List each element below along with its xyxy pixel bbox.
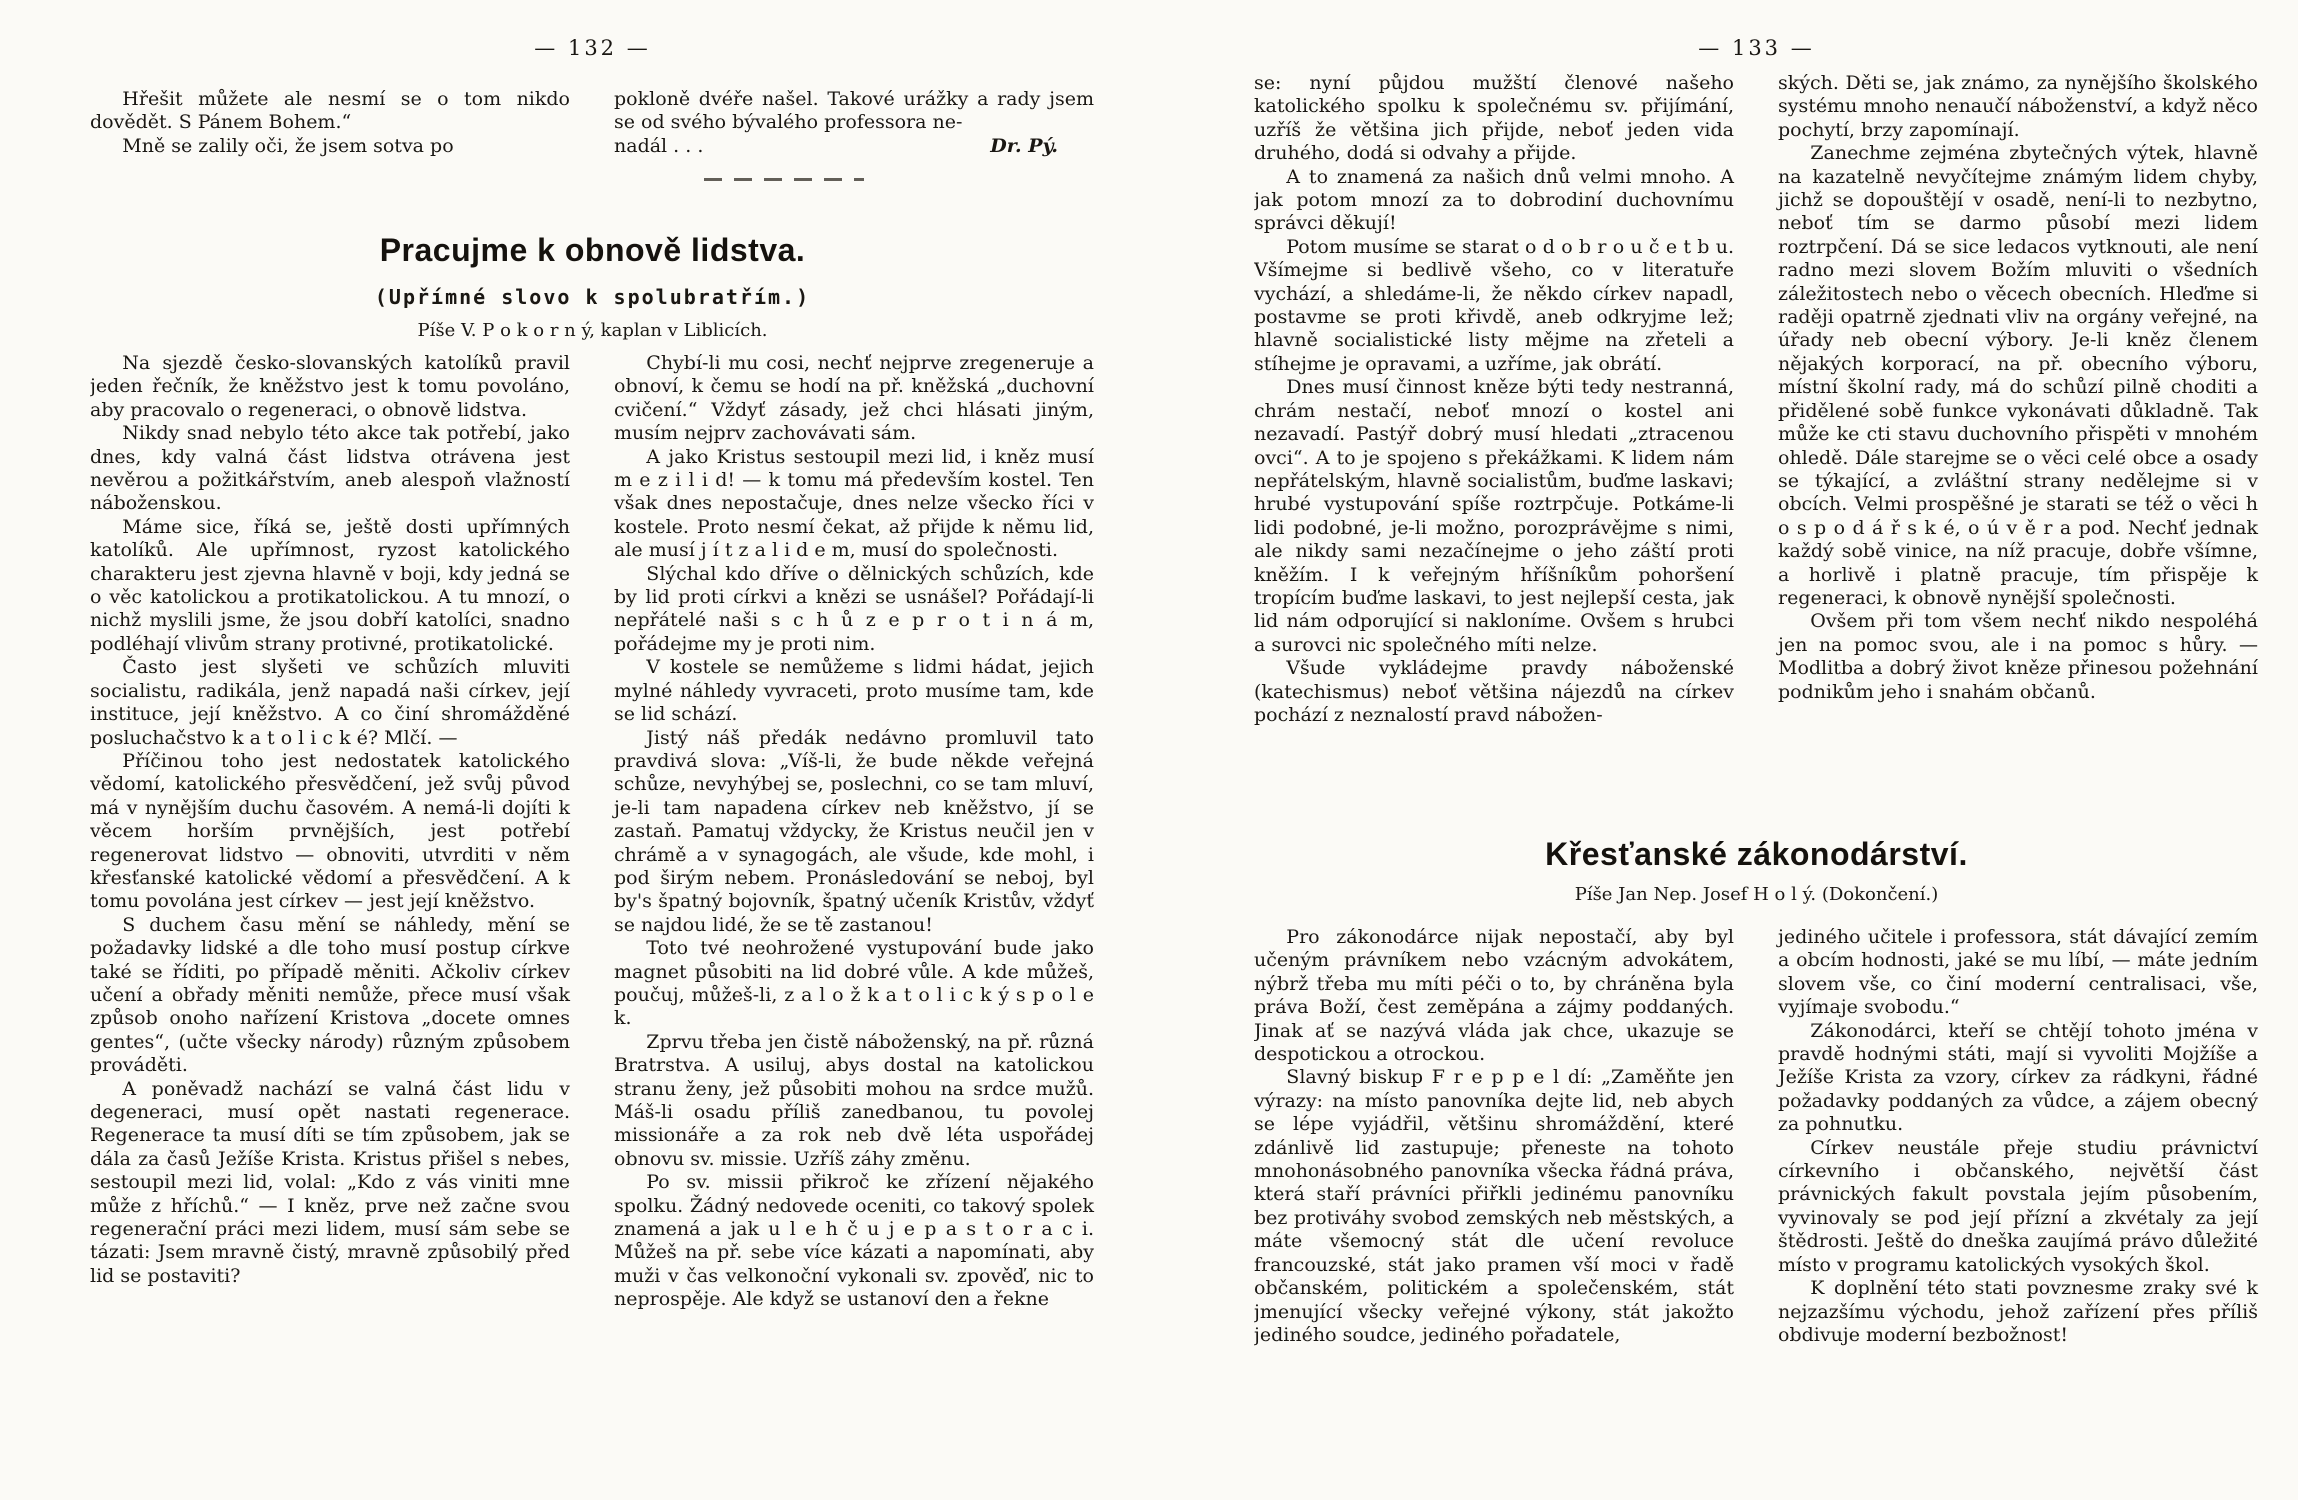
paragraph: Po sv. missii přikroč ke zřízení nějakého spolku. Žádný nedovede oceniti, co takový spolek znamená a jak u l e h č u j e p a s t o r a c i. Můžeš na př. sebe více kázati a napomínati, aby muži v čas velkonoční vykonali sv. zpověď, nic to neprospěje. Ale když se ustanoví den a řekne — [614, 1171, 1094, 1311]
paragraph: Zprvu třeba jen čistě náboženský, na př. různá Bratrstva. A usiluj, abys dostal na katolickou stranu ženy, jež působiti mohou na srdce mužů. Máš-li osadu příliš zanedbanou, tu povolej missionáře a za rok neb dvě léta uspořádej obnovu sv. missie. Uzříš záhy změnu. — [614, 1030, 1094, 1170]
paragraph: S duchem času mění se náhledy, mění se požadavky lidské a dle toho musí postup církve také se říditi, po případě měniti. Ačkoliv církev učení a obřady měniti nemůže, přece musí však způsob onoho nařízení Kristova „docete omnes gentes“, (učte všecky národy) různým způsobem prováděti. — [90, 913, 570, 1077]
article-body — [1254, 926, 2259, 1492]
paragraph: Dnes musí činnost kněze býti tedy nestranná, chrám nestačí, neboť mnozí o kostel ani nezavadí. Pastýř dobrý musí hledati „ztracenou ovci“. A to je spojeno s překážkami. K lidem nám nepřátelským, hlavně socialistům, buďme laskavi; hrubé vystupování spíše roztrpčuje. Potkáme-li lidi podobné, je-li možno, porozprávějme s nimi, ale nikdy sami nezačínejme o jeho záští proti kněžím. I k veřejným hříšníkům pohoršení tropícím buďme laskavi, to jest nejlepší cesta, jak lid nám odporující si nakloníme. Ovšem s hrubci a surovci nic společného míti nelze. — [1254, 376, 1734, 656]
text-column — [1778, 926, 2258, 1492]
signature-row — [614, 135, 1094, 158]
article-title: Pracujme k obnově lidstva. — [379, 232, 806, 268]
paragraph: Na sjezdě česko-slovanských katolíků pravil jeden řečník, že kněžstvo jest k tomu povoláno, aby pracovalo o regeneraci, o obnově lidstva. — [90, 352, 570, 421]
paragraph: A to znamená za našich dnů velmi mnoho. A jak potom mnozí za to dobrodiní duchovnímu správci děkují! — [1254, 165, 1734, 235]
article-subtitle: (Upřímné slovo k spolubratřím.) — [374, 285, 811, 309]
article-header — [90, 232, 1095, 341]
article-byline: Píše Jan Nep. Josef H o l ý. (Dokončení.) — [1574, 884, 1939, 905]
paragraph: Nikdy snad nebylo této akce tak potřebí, jako dnes, kdy valná část lidstva otrávena jest nevěrou a požitkářstvím, aneb alespoň vlažností náboženskou. — [90, 422, 570, 515]
article-continuation — [1254, 72, 2259, 828]
paragraph: Všude vykládejme pravdy náboženské (katechismus) neboť většina nájezdů na církev pochází z neznalostí pravd nábožen- — [1254, 657, 1734, 726]
section-divider — [704, 178, 864, 181]
paragraph: A jako Kristus sestoupil mezi lid, i kněz musí m e z i l i d! — k tomu má především kostel. Ten však dnes nepostačuje, dnes nelze všecko říci v kostele. Proto nesmí čekat, až přijde k němu lid, ale musí j í t z a l i d e m, musí do společnosti. — [614, 445, 1094, 562]
article-byline: Píše V. P o k o r n ý, kaplan v Liblicích. — [417, 320, 768, 341]
paragraph: Ovšem při tom všem nechť nikdo nespoléhá jen na pomoc svou, ale i na pomoc s hůry. — Modlitba a dobrý život kněze přinesou požehnání podnikům jeho i snahám občanů. — [1778, 610, 2258, 703]
paragraph: Slýchal kdo dříve o dělnických schůzích, kde by lid proti církvi a knězi se usnášel? Pořádají-li nepřátelé naši s c h ů z e p r o t i n á m, pořádejme my je proti nim. — [614, 562, 1094, 655]
paragraph: pokloně dvéře našel. Takové urážky a rady jsem se od svého bývalého professora ne- — [614, 88, 1094, 134]
article-body — [90, 352, 1095, 1492]
text-column — [614, 88, 1094, 181]
journal-page-133 — [1254, 0, 2259, 1500]
paragraph: Často jest slyšeti ve schůzích mluviti socialistu, radikála, jenž napadá naši církev, její instituce, její kněžstvo. A co činí shromážděné posluchačstvo k a t o l i c k é? Mlčí. — — [90, 656, 570, 749]
author-signature: Dr. Pý. — [990, 134, 1058, 157]
paragraph: jediného učitele i professora, stát dávající zemím a obcím hodnosti, jaké se mu líbí, — máte jedním slovem vše, co činí moderní centralisaci, vše, vyjímaje svobodu.“ — [1778, 926, 2258, 1019]
paragraph: Církev neustále přeje studiu právnictví církevního i občanského, největší část právnických fakult povstala jejím působením, vyvinovaly se pod její přízní a zkvétaly za její štědrosti. Ještě do dneška zaujímá právo důležité místo v programu katolických vysokých škol. — [1778, 1136, 2258, 1276]
text-column — [1254, 926, 1734, 1492]
previous-article-ending — [90, 88, 1095, 181]
text-column — [90, 352, 570, 1492]
paragraph: Hřešit můžete ale nesmí se o tom nikdo dovědět. S Pánem Bohem.“ — [90, 88, 570, 134]
paragraph: K doplnění této stati povznesme zraky své k nejzazšímu východu, jehož zařízení přes příliš obdivuje moderní bezbožnost! — [1778, 1277, 2258, 1346]
paragraph: Chybí-li mu cosi, nechť nejprve zregeneruje a obnoví, k čemu se hodí na př. kněžská „duchovní cvičení.“ Vždyť zásady, jež chci hlásati jiným, musím nejprv zachovávati sám. — [614, 352, 1094, 445]
page-number: — 133 — — [1698, 36, 1815, 60]
article-header — [1254, 836, 2259, 905]
paragraph: Slavný biskup F r e p p e l dí: „Zaměňte jen výrazy: na místo panovníka dejte lid, neb abych se lépe vyjádřil, většinu shromáždění, které zdánlivě lid zastupuje; přeneste na tohoto mnohonásobného panovníka všecka řádná práva, která staří právníci přiřkli jedinému panovníku bez protiváhy svobod zemských neb městských, a máte všemocný stát dle učení revoluce francouzské, stát jako pramen vší moci v řadě občanském, politickém a společenském, stát jmenující všecky veřejné výkony, stát jakožto jediného soudce, jediného pořadatele, — [1254, 1066, 1734, 1346]
text-column — [614, 352, 1094, 1492]
text-column — [1254, 72, 1734, 828]
journal-page-132 — [90, 0, 1095, 1500]
paragraph: Toto tvé neohrožené vystupování bude jako magnet působiti na lid dobré vůle. A kde můžeš, poučuj, můžeš-li, z a l o ž k a t o l i c k ý s p o l e k. — [614, 937, 1094, 1030]
paragraph: A poněvadž nachází se valná část lidu v degeneraci, musí opět nastati regenerace. Regenerace ta musí díti se tím způsobem, jak se dála za časů Ježíše Krista. Kristus přišel s nebes, sestoupil mezi lid, volal: „Kdo z vás viniti mne může z hříchů.“ — I kněz, prve než začne svou regenerační práci mezi lidem, musí sám sebe se tázati: Jsem mravně čistý, mravně způsobilý před lid se postaviti? — [90, 1077, 570, 1287]
page-number: — 132 — — [534, 36, 651, 60]
paragraph: ských. Děti se, jak známo, za nynějšího školského systému mnoho nenaučí náboženství, a když něco pochytí, brzy zapomínají. — [1778, 72, 2258, 141]
paragraph: Pro zákonodárce nijak nepostačí, aby byl učeným právníkem nebo vzácným advokátem, nýbrž třeba mu míti péči o to, by chráněna byla práva Boží, čest zeměpána a zájmy poddaných. Jinak ať se nazývá vláda jak chce, ukazuje se despotickou a otrockou. — [1254, 926, 1734, 1066]
paragraph: se: nyní půjdou mužští členové našeho katolického spolku k společnému sv. přijímání, uzříš že většina jich přijde, neboť jeden vida druhého, dodá si odvahy a přijde. — [1254, 72, 1734, 165]
paragraph-end: nadál . . . — [614, 134, 704, 157]
paragraph: Potom musíme se starat o d o b r o u č e t b u. Všímejme si bedlivě všeho, co v literatuře vychází, a shledáme-li, že někdo církev napadl, postavme se proti křivdě, aneb odkryjme lež; hlavně socialistické listy mějme na zřeteli a stíhejme je opravami, a uzříme, jak obrátí. — [1254, 235, 1734, 375]
article-title: Křesťanské zákonodárství. — [1545, 836, 1968, 872]
paragraph: Jistý náš předák nedávno promluvil tato pravdivá slova: „Víš-li, že bude někde veřejná schůze, nevyhýbej se, poslechni, co se tam mluví, je-li tam napadena církev neb kněžstvo, jí se zastaň. Pamatuj vždycky, že Kristus neučil jen v chrámě a v synagogách, ale všude, kde mohl, i pod širým nebem. Pronásledování se neboj, byl by's špatný bojovník, špatný učeník Kristův, vždyť se najdou lidé, že se tě zastanou! — [614, 726, 1094, 936]
paragraph: V kostele se nemůžeme s lidmi hádat, jejich mylné náhledy vyvraceti, proto musíme tam, kde se lid schází. — [614, 656, 1094, 726]
paragraph: Máme sice, říká se, ještě dosti upřímných katolíků. Ale upřímnost, ryzost katolického charakteru jest zjevna hlavně v boji, kdy jedná se o věc katolickou a protikatolickou. A tu mnozí, o nichž myslili jsme, že jsou dobří katolíci, snadno podléhají vlivům strany protivné, protikatolické. — [90, 515, 570, 655]
text-column — [90, 88, 570, 181]
text-column — [1778, 72, 2258, 828]
paragraph: Příčinou toho jest nedostatek katolického vědomí, katolického přesvědčení, jež svůj původ má v nynějším duchu časovém. A nemá-li dojíti k věcem horším prvnějších, jest potřebí regenerovat lidstvo — obnoviti, utvrditi v něm křesťanské katolické vědomí a přesvědčení. A k tomu povolána jest církev — jest její kněžstvo. — [90, 749, 570, 913]
paragraph: Zanechme zejména zbytečných výtek, hlavně na kazatelně nevyčítejme známým lidem chyby, jichž se dopouštějí v osadě, není-li to nezbytno, neboť tím se darmo působí mezi lidem roztrpčení. Dá se sice ledacos vytknouti, ale není radno mezi slovem Božím mluviti o všedních záležitostech nebo o věcech obecních. Hleďme si raději opatrně zjednati vliv na orgány veřejné, na úřady neb obecní výbory. Je-li kněz členem nějakých korporací, na př. obecního výboru, místní školní rady, má do schůzí pilně choditi a přidělené sobě funkce vykonávati důkladně. Tak může ke cti stavu duchovního přispěti v mnohém ohledě. Dále starejme se o věci celé obce a osady se týkající, a zvláštní strany nedělejme si v obcích. Velmi prospěšné je starati se též o věci h o s p o d á ř s k é, o ú v ě r a pod. Nechť jednak každý sobě vinice, na níž pracuje, dobře všímne, a horlivě i platně pracuje, tím přispěje k regeneraci, k obnově nynější společnosti. — [1778, 142, 2258, 609]
paragraph: Zákonodárci, kteří se chtějí tohoto jména v pravdě hodnými státi, mají si vyvoliti Mojžíše a Ježíše Krista za vzory, církev za rádkyni, řádné požadavky poddaných za vůdce, a zájem obecný za pohnutku. — [1778, 1019, 2258, 1136]
paragraph: Mně se zalily oči, že jsem sotva po — [122, 134, 454, 157]
